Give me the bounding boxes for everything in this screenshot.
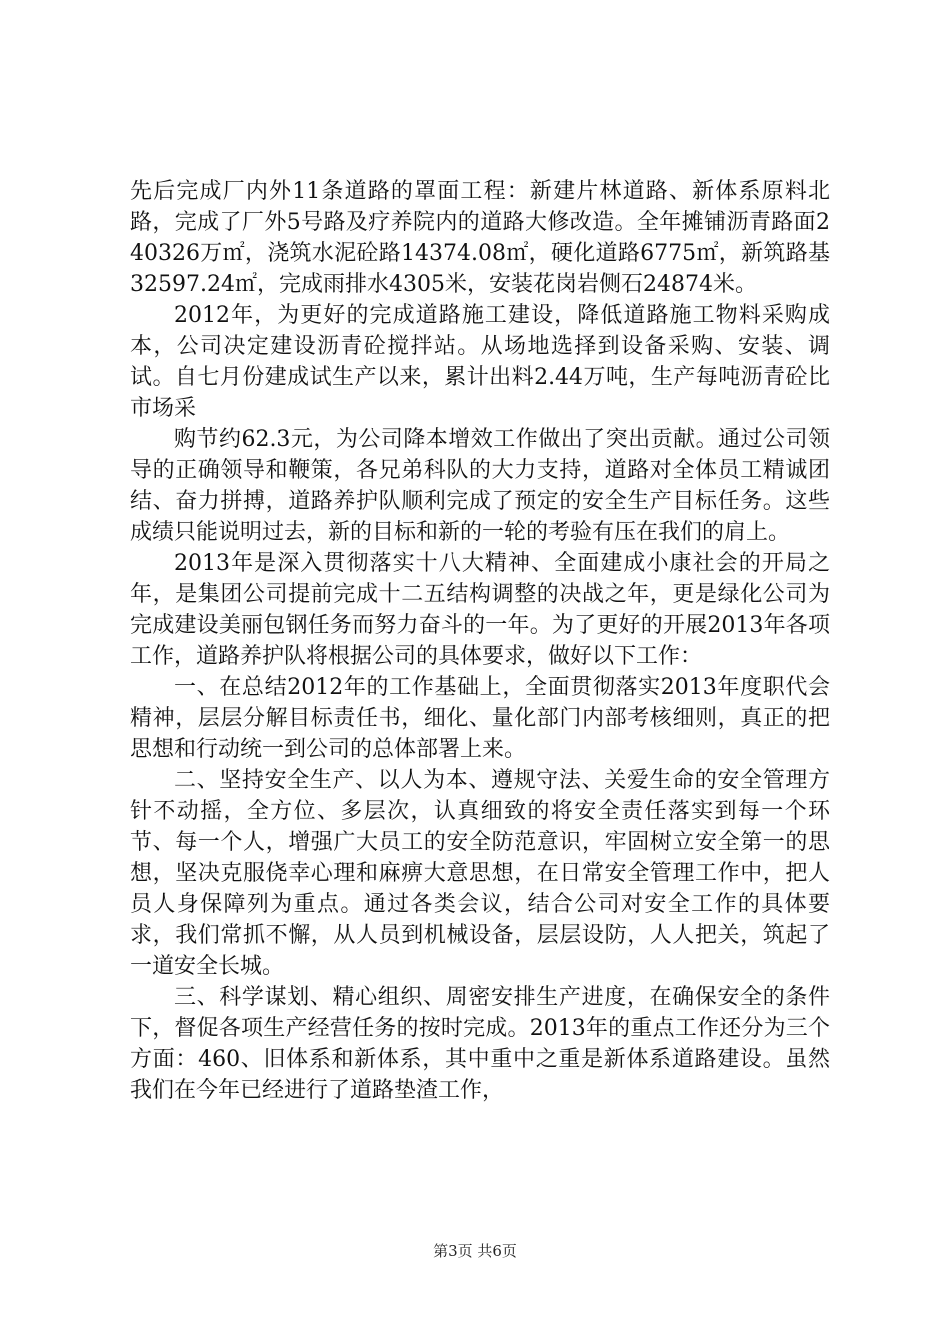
page-number-label: 第3页 共6页 xyxy=(433,1242,517,1260)
paragraph-1: 先后完成厂内外11条道路的罩面工程：新建片林道路、新体系原料北路，完成了厂外5号路及疗养院内的道路大修改造。全年摊铺沥青路面240326万㎡，浇筑水泥砼路14374.08㎡，硬化道路6775㎡，新筑路基32597.24㎡，完成雨排水4305米，安装花岗岩侧石24874米。 xyxy=(130,179,830,297)
document-body xyxy=(130,176,830,1106)
paragraph-5: 一、在总结2012年的工作基础上，全面贯彻落实2013年度职代会精神，层层分解目标责任书，细化、量化部门内部考核细则，真正的把思想和行动统一到公司的总体部署上来。 xyxy=(130,675,830,762)
paragraph-2: 2012年，为更好的完成道路施工建设，降低道路施工物料采购成本，公司决定建设沥青砼搅拌站。从场地选择到设备采购、安装、调试。自七月份建成试生产以来，累计出料2.44万吨，生产每吨沥青砼比市场采 xyxy=(130,303,830,421)
paragraph-6: 二、坚持安全生产、以人为本、遵规守法、关爱生命的安全管理方针不动摇，全方位、多层次，认真细致的将安全责任落实到每一个环节、每一个人，增强广大员工的安全防范意识，牢固树立安全第一的思想，坚决克服侥幸心理和麻痹大意思想，在日常安全管理工作中，把人员人身保障列为重点。通过各类会议，结合公司对安全工作的具体要求，我们常抓不懈，从人员到机械设备，层层设防，人人把关，筑起了一道安全长城。 xyxy=(130,768,830,979)
paragraph-4: 2013年是深入贯彻落实十八大精神、全面建成小康社会的开局之年，是集团公司提前完成十二五结构调整的决战之年，更是绿化公司为完成建设美丽包钢任务而努力奋斗的一年。为了更好的开展2013年各项工作，道路养护队将根据公司的具体要求，做好以下工作： xyxy=(130,551,830,669)
paragraph-7: 三、科学谋划、精心组织、周密安排生产进度，在确保安全的条件下，督促各项生产经营任务的按时完成。2013年的重点工作还分为三个方面：460、旧体系和新体系，其中重中之重是新体系道路建设。虽然我们在今年已经进行了道路垫渣工作， xyxy=(130,985,830,1103)
paragraph-3: 购节约62.3元，为公司降本增效工作做出了突出贡献。通过公司领导的正确领导和鞭策，各兄弟科队的大力支持，道路对全体员工精诚团结、奋力拼搏，道路养护队顺利完成了预定的安全生产目标任务。这些成绩只能说明过去，新的目标和新的一轮的考验有压在我们的肩上。 xyxy=(130,427,830,545)
page-footer xyxy=(0,1240,950,1261)
